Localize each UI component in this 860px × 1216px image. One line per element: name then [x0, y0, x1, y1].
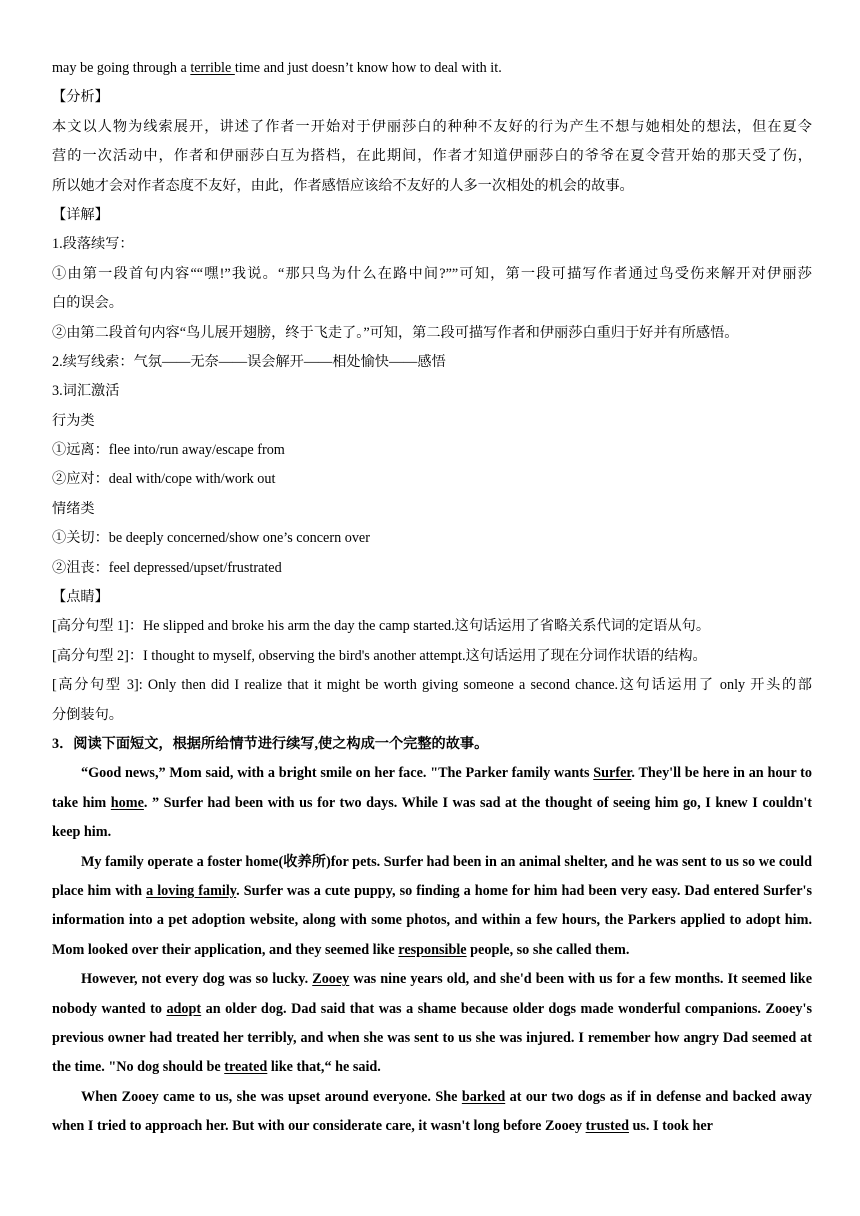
text-run: was nine years old, and she'd been with us for a few months. It seemed like nobody wanted to	[52, 971, 812, 1017]
sentence-pattern-2: [高分句型 2]：I thought to myself, observing the bird's another attempt.这句话运用了现在分词作状语的结构。	[52, 647, 707, 664]
detail-point-1a: ①由第一段首句内容““嘿!”我说。“那只鸟为什么在路中间?””可知，第一段可描写作者通过鸟受伤来解开对伊丽莎	[52, 265, 812, 282]
vocab-item: ①关切：be deeply concerned/show one’s concern over	[52, 530, 370, 547]
sentence-pattern-3b: 分倒装句。	[52, 706, 123, 723]
story-paragraph	[52, 759, 812, 847]
underlined-word: responsible	[398, 941, 467, 958]
sentence-pattern-1: [高分句型 1]：He slipped and broke his arm the day the camp started.这句话运用了省略关系代词的定语从句。	[52, 618, 711, 635]
underlined-word: adopt	[166, 1000, 202, 1017]
detail-point-1b: 白的误会。	[52, 295, 123, 312]
analysis-line-1: 本文以人物为线索展开，讲述了作者一开始对于伊丽莎白的种种不友好的行为产生不想与她相处的想法，但在夏令	[52, 118, 812, 135]
story-paragraph	[52, 965, 812, 1083]
underlined-word: Surfer	[593, 765, 632, 782]
vocab-item: ②沮丧：feel depressed/upset/frustrated	[52, 559, 282, 576]
question-title: 3．阅读下面短文，根据所给情节进行续写,使之构成一个完整的故事。	[52, 735, 489, 752]
text-run: . Surfer was a cute puppy, so finding a home for him had been very easy. Dad entered Surfer's information into a pet adoption website, along with some photos, and within a few hours, the Parkers applied to adopt him. Mom looked over their application, and they seemed like	[52, 883, 812, 958]
text-run: My family operate a foster home(收养所)for pets. Surfer had been in an animal shelter, and he was sent to us so we could place him with	[52, 853, 812, 899]
text-run: When Zooey came to us, she was upset around everyone. She	[81, 1088, 462, 1105]
vocab-category-emotion: 情绪类	[52, 500, 95, 517]
sentence-pattern-3a: [高分句型 3]: Only then did I realize that it might be worth giving someone a second chance.这句话运用了 only 开头的部	[52, 677, 812, 694]
text-run: . ” Surfer had been with us for two days. While I was sad at the thought of seeing him go, I knew I couldn't keep him.	[52, 794, 812, 841]
document-page	[52, 54, 812, 1142]
underlined-word: barked	[461, 1088, 506, 1105]
detail-section-2: 2.续写线索：气氛——无奈——误会解开——相处愉快——感悟	[52, 353, 446, 370]
underlined-word: treated	[224, 1059, 268, 1076]
underlined-word: terrible	[190, 60, 235, 76]
text-run: people, so she called them.	[466, 941, 630, 958]
story-paragraph	[52, 1083, 812, 1142]
text-run: . They'll be here in an hour to take him	[52, 765, 813, 811]
vocab-item: ②应对：deal with/cope with/work out	[52, 471, 276, 488]
story-paragraph	[52, 848, 812, 966]
analysis-heading: 【分析】	[52, 89, 109, 106]
analysis-line-3: 所以她才会对作者态度不友好，由此，作者感悟应该给不友好的人多一次相处的机会的故事。	[52, 177, 634, 194]
text-run: an older dog. Dad said that was a shame because older dogs made wonderful companions. Zooey's previous owner had treated her terribly, and when she was sent to us she was injured. I remember how angry Dad seemed at the time. "No dog should be	[52, 1000, 812, 1076]
text-run: However, not every dog was so lucky.	[81, 971, 313, 988]
detail-section-3: 3.词汇激活	[52, 383, 120, 400]
vocab-item: ①远离：flee into/run away/escape from	[52, 442, 285, 459]
vocab-category-behavior: 行为类	[52, 412, 95, 429]
underlined-word: trusted	[585, 1118, 629, 1135]
underlined-word: home	[110, 794, 144, 811]
detail-point-2: ②由第二段首句内容“鸟儿展开翅膀，终于飞走了。”可知，第二段可描写作者和伊丽莎白重归于好并有所感悟。	[52, 324, 739, 341]
underlined-word: Zooey	[312, 971, 350, 988]
underlined-word: a loving family	[146, 883, 237, 899]
text-run: “Good news,” Mom said, with a bright smile on her face. "The Parker family wants	[81, 765, 594, 782]
text-run: like that,“ he said.	[267, 1059, 381, 1076]
detail-heading: 【详解】	[52, 206, 109, 223]
text-run: us. I took her	[628, 1118, 713, 1135]
text-run: at our two dogs as if in defense and backed away when I tried to approach her. But with our considerate care, it wasn't long before Zooey	[52, 1088, 812, 1135]
analysis-line-2: 营的一次活动中，作者和伊丽莎白互为搭档，在此期间，作者才知道伊丽莎白的爷爷在夏令营开始的那天受了伤，	[52, 148, 812, 165]
detail-section-1: 1.段落续写：	[52, 236, 134, 253]
intro-line: may be going through a terrible time and just doesn’t know how to deal with it.	[52, 60, 502, 76]
highlight-heading: 【点睛】	[52, 589, 109, 606]
